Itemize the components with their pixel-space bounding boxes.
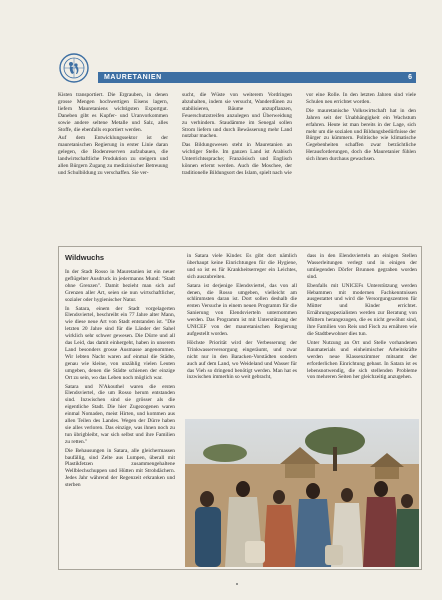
paragraph: Die Behausungen in Satara, alle gleichermassen baufällig, sind Zelte aus Lumpen, überall mit Plastikfetzen zusammengehaltene Wellblechschuppen und Hütten mit Strohdächern. Jedes Jahr während der Regenzeit erkranken und sterben <box>65 447 175 489</box>
page-number: 6 <box>408 74 412 81</box>
paragraph: In der Stadt Rosso in Mauretanien ist ein neuer geflügelter Ausdruck in jedermanns Mund: "Stadt ohne Grenzen". Damit bezieht man sich auf Grenzen aller Art, seien sie nun wirtschaftlicher, sozialer oder hygienischer Natur. <box>65 269 175 303</box>
paragraph: in Satara viele Kinder. Es gibt dort nämlich überhaupt keine Einrichtungen für die Hygiene, und so ist es für Krankheitserreger ein Leichtes, sich auszubreiten. <box>187 253 297 280</box>
text-column-1 <box>58 92 168 179</box>
box-column-2 <box>187 253 297 383</box>
header-bar <box>98 72 416 83</box>
page-header <box>58 52 416 86</box>
unicef-logo-icon <box>58 52 90 84</box>
main-text <box>58 92 416 212</box>
text-column-2 <box>182 92 292 179</box>
paragraph: Ebenfalls mit UNICEFs Unterstützung werden Hebammen mit modernen Fachkenntnissen ausgestattet und wird die Versorgungszentren für Mütter und Kinder errichtet. Ernährungsspezialisten werden zur Beratung von Müttern herangezogen, die es nicht gewöhnt sind, ihre Familien von Reis und Fisch zu ernähren wie die Stadtbewohner dies tun. <box>307 282 417 337</box>
page-mark <box>236 583 238 585</box>
paragraph: Höchste Priorität wird der Verbesserung der Trinkwasserversorgung eingeräumt, und zwar nicht nur in den Baracken-Vorstädten sondern auch auf dem Land, wo Weideland und Wasser für das Vieh so dringend benötigt werden. Man hat es inzwischen immerhin so weit gebracht, <box>187 339 297 381</box>
paragraph: In Satara, einem der Stadt vorgelagerten Elendsviertel, beschreibt ein 77 Jahre alter Mann, wie diese neue Art von Stadt entstanden ist. "Die letzten 20 Jahre sind für die Länder der Sahel wirklich sehr schwer gewesen. Die Dürre und all das Leid, das damit einhergeht, haben in unserem Land besonders grosse Ausmasse angenommen. Wir lebten Nacht waren auf einmal die Städte, genau wie kleine, von unzählig vielen Leuten umgeben, denen die Städte schienen der einzige Ort zu sein, wo das Leben noch möglich war. <box>65 305 175 381</box>
box-title: Wildwuchs <box>65 253 105 262</box>
paragraph: Das Bildungswesen steht in Mauretanien an wichtiger Stelle. Im ganzen Land ist Arabisch Unterrichtssprache; Französisch und Englisch können erlernt werden. Auch die Moschee, der traditionelle Bildungsort des Islam, spielt nach wie <box>182 142 292 176</box>
paragraph: Satara ist derjenige Elendsviertel, das von all denen, die Rosso umgeben, vielleicht am schlimmsten daran ist. Dort sollen deshalb die ersten Versuche in einem neuen Programm für die Sanierung von Elendsvierteln unternommen werden. Das Programm ist mit Unterstützung der UNICEF von der mauretanischen Regierung aufgestellt worden. <box>187 282 297 337</box>
box-column-1 <box>65 269 175 491</box>
photo-village-water <box>185 419 419 567</box>
paragraph: Kisten transportiert. Die Ergrauben, in denen grosse Mengen hochwertigen Eisens lagern, liefern Mauretaniens wichtigsten Exportgut. Daneben gibt es Kupfer- und Uranvorkommen sowie andere seltene Metalle und Salz, alles Stoffe, die ebenfalls exportiert werden. <box>58 92 168 133</box>
paragraph: dass in den Elendsvierteln an einigen Stellen Wasserleitungen verlegt und in einigen der umliegenden Dörfer Brunnen gegraben worden sind. <box>307 253 417 280</box>
text-column-3 <box>306 92 416 165</box>
sidebar-box <box>58 246 422 570</box>
paragraph: sucht, die Wüste von weiterem Vordringen abzuhalten, indem sie versucht, Wanderdünen zu stabilisieren, Bäume anzupflanzen, Feuerschutzstreifen anzulegen und Überweidung zu verhindern. Staudämme im Senegal sollen Strom liefern und durch Bewässerung mehr Land nutzbar machen. <box>182 92 292 140</box>
section-title: MAURETANIEN <box>104 74 162 81</box>
paragraph: Die mauretanische Volkswirtschaft hat in den Jahren seit der Unabhängigkeit ein Wachstum erfahren. Heute ist man bereits in der Lage, sich mehr um die sozialen und Bildungsbedürfnisse der Bürger zu kümmern. Politische wie klimatische Gegebenheiten schaffen zwar beträchtliche Herausforderungen, doch die Mauretanier fühlen sich ihnen durchaus gewachsen. <box>306 107 416 163</box>
box-column-3 <box>307 253 417 383</box>
paragraph: Auf dem Entwicklungssektor ist der mauretanischen Regierung in erster Linie daran gelegen, die Bodenreserven aufzubauen, die landwirtschaftliche Produktion zu steigern und allen Bürgern Zugang zu medizinischer Betreuung und Schulbildung zu verschaffen. Sie ver- <box>58 135 168 176</box>
paragraph: Unter Nutzung an Ort und Stelle vorhandenen Baumaterials und einheimischer Arbeitskräfte werden neue Klassenzimmer mitsamt der erforderlichen Einrichtung gebaut. In Satara ist es lebensnotwendig, die sich stellenden Probleme von mehreren Seiten her gleichzeitig anzugehen. <box>307 339 417 381</box>
paragraph: vor eine Rolle. In den letzten Jahren sind viele Schulen neu errichtet worden. <box>306 92 416 105</box>
paragraph: Satara und N'Akouthel waren die ersten Elendsviertel, die um Rosso herum entstanden sind. Inzwischen sind sie grösser als die eigentliche Stadt. Die hier Zugezogenen waren einmal Nomaden, meist Hirten, und kommen aus allen Teilen des Landes. Wegen der Dürre haben sie alles verloren. Das einzige, was ihnen noch zu tun übrigbleibt, war sich selbst und ihre Familien zu retten." <box>65 383 175 445</box>
